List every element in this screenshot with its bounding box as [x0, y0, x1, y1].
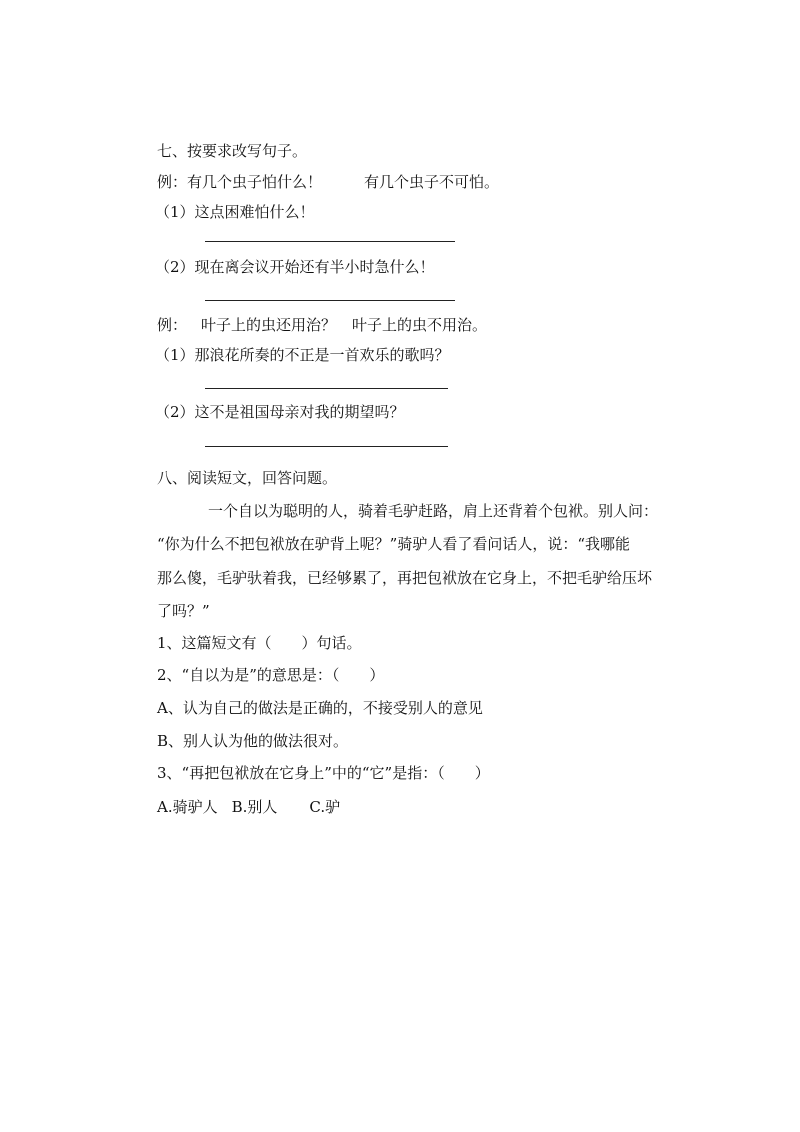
answer-line[interactable]	[205, 388, 448, 389]
item-number: （2）	[155, 258, 195, 276]
answer-line[interactable]	[205, 241, 455, 242]
item-number: （1）	[155, 346, 195, 364]
option: B.别人	[231, 798, 278, 816]
item-text: 这点困难怕什么！	[194, 203, 315, 221]
section8-heading: 八、阅读短文，回答问题。	[157, 469, 338, 487]
question-2: 2、“自以为是”的意思是：（ ）	[157, 666, 385, 684]
option: C.驴	[309, 798, 341, 816]
example2-original: 叶子上的虫还用治？	[201, 316, 337, 334]
example1-original: 有几个虫子怕什么！	[187, 173, 323, 191]
item1-2	[155, 257, 435, 277]
option-a: A、认为自己的做法是正确的，不接受别人的意见	[157, 699, 483, 717]
example2	[157, 315, 487, 335]
question-3-options	[157, 797, 340, 817]
item-text: 那浪花所奏的不正是一首欢乐的歌吗？	[194, 346, 450, 364]
example1-prefix: 例：	[157, 173, 188, 191]
item-text: 这不是祖国母亲对我的期望吗？	[194, 403, 405, 421]
passage-line: “你为什么不把包袱放在驴背上呢？”骑驴人看了看问话人，说：“我哪能	[157, 535, 631, 553]
option: A.骑驴人	[157, 798, 218, 816]
answer-line[interactable]	[205, 446, 448, 447]
question-1: 1、这篇短文有（ ）句话。	[157, 634, 362, 652]
passage-line: 那么傻，毛驴驮着我，已经够累了，再把包袱放在它身上，不把毛驴给压坏	[157, 569, 653, 587]
section7-heading: 七、按要求改写句子。	[157, 142, 308, 160]
example2-prefix: 例：	[157, 316, 188, 334]
example1	[157, 172, 499, 192]
item-number: （2）	[155, 403, 195, 421]
example1-rewritten: 有几个虫子不可怕。	[364, 173, 500, 191]
passage-line: 一个自以为聪明的人，骑着毛驴赶路，肩上还背着个包袱。别人问：	[208, 502, 659, 520]
item-number: （1）	[155, 203, 195, 221]
example2-rewritten: 叶子上的虫不用治。	[352, 316, 488, 334]
item2-2	[155, 402, 405, 422]
option-b: B、别人认为他的做法很对。	[157, 732, 349, 750]
item1-1	[155, 202, 315, 222]
passage-line: 了吗？”	[157, 602, 210, 620]
item-text: 现在离会议开始还有半小时急什么！	[194, 258, 435, 276]
answer-line[interactable]	[205, 300, 455, 301]
item2-1	[155, 345, 450, 365]
question-3: 3、“再把包袱放在它身上”中的“它”是指：（ ）	[157, 764, 490, 782]
